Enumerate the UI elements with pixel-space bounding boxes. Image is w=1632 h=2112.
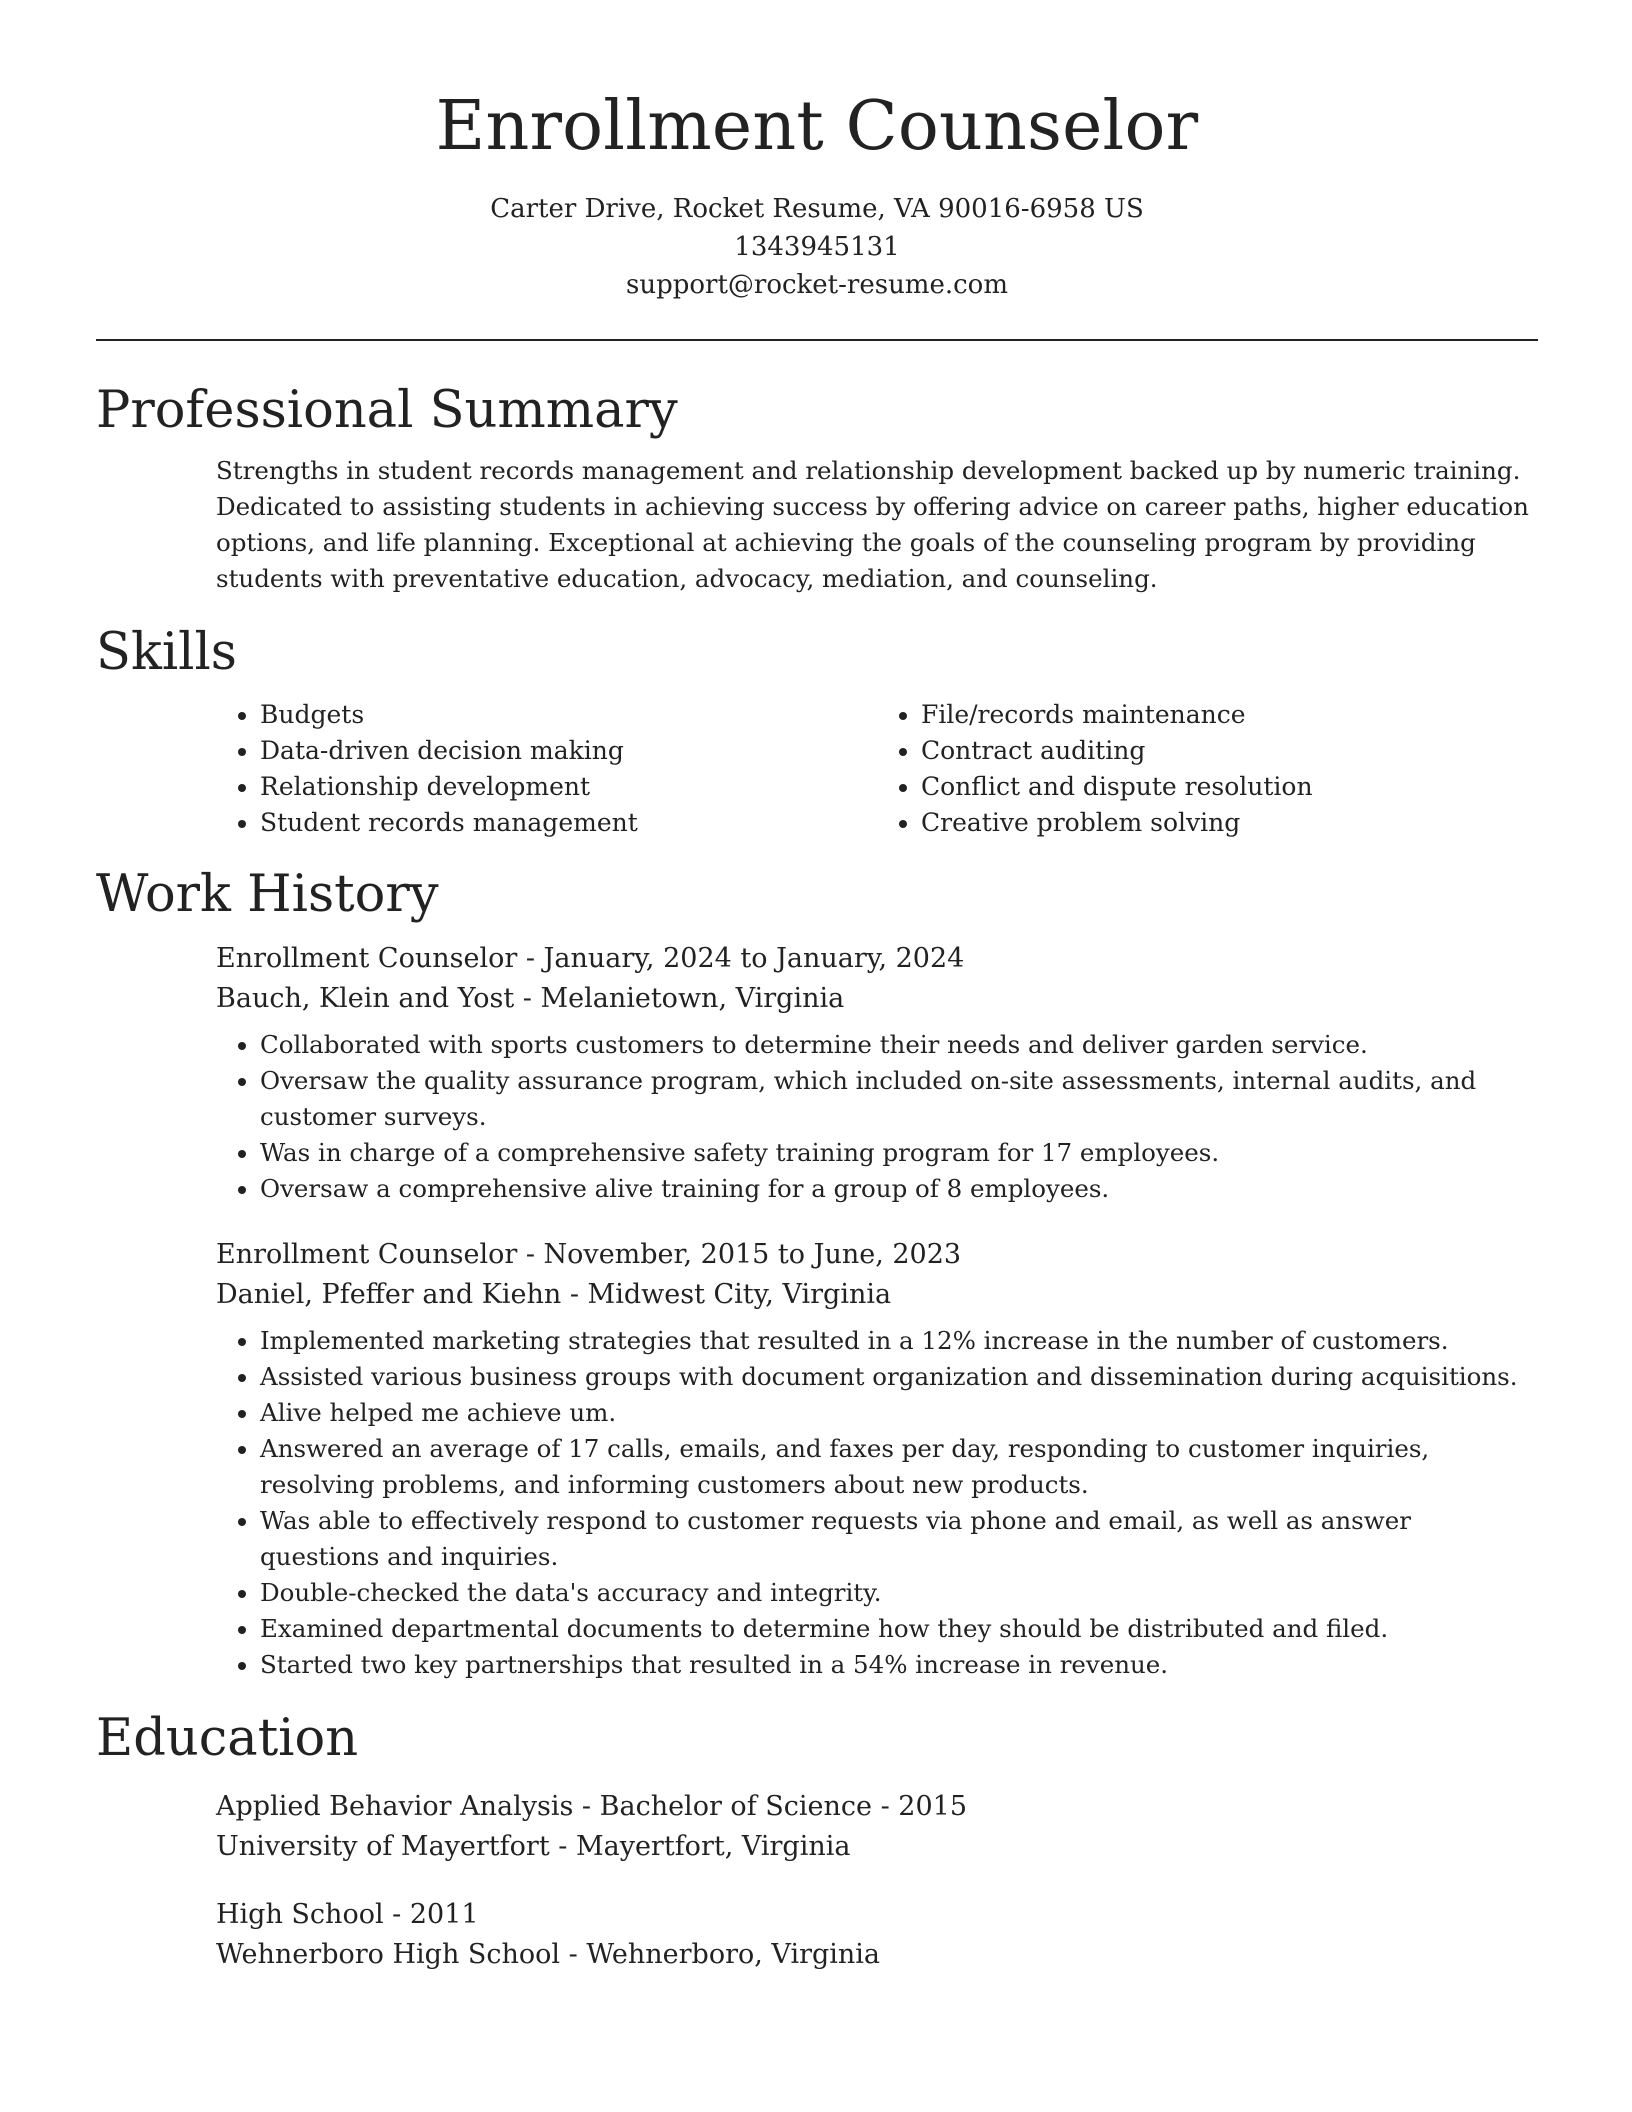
skill-item: • Conflict and dispute resolution (921, 769, 1538, 805)
header-divider (96, 339, 1538, 341)
job-company-line (216, 979, 1538, 1019)
education-degree-line (216, 1895, 1538, 1935)
job-company-line (216, 1275, 1538, 1315)
section-title-skills: Skills (96, 623, 237, 682)
job-role: Enrollment Counselor (216, 1239, 518, 1270)
job-title-line (216, 1235, 1538, 1275)
job-bullet: • Collaborated with sports customers to determine their needs and deliver garden service. (260, 1027, 1538, 1063)
job-bullet: • Implemented marketing strategies that resulted in a 12% increase in the number of customers. (260, 1323, 1538, 1359)
skill-item: • Budgets (260, 697, 877, 733)
education-degree: High School (216, 1899, 384, 1930)
job-bullet: • Examined departmental documents to determine how they should be distributed and filed. (260, 1611, 1538, 1647)
job-bullet: • Assisted various business groups with document organization and dissemination during acquisitions. (260, 1359, 1538, 1395)
job-role: Enrollment Counselor (216, 943, 518, 974)
skills-grid (216, 697, 1538, 841)
skills-list-left (216, 697, 877, 841)
education-entry (216, 1787, 1538, 1867)
education-entry (216, 1895, 1538, 1975)
job-dates: - January, 2024 to January, 2024 (517, 943, 965, 974)
job-bullet: • Double-checked the data's accuracy and integrity. (260, 1575, 1538, 1611)
education-school-line (216, 1935, 1538, 1975)
job-bullet: • Was in charge of a comprehensive safety training program for 17 employees. (260, 1135, 1538, 1171)
resume-page (96, 0, 1538, 1975)
job-bullet: • Alive helped me achieve um. (260, 1395, 1538, 1431)
contact-phone: 1343945131 (734, 232, 900, 262)
contact-info (96, 190, 1538, 304)
education-location: - Wehnerboro, Virginia (560, 1939, 881, 1970)
skill-item: • Contract auditing (921, 733, 1538, 769)
job-entry (216, 1235, 1538, 1683)
job-location: - Melanietown, Virginia (514, 983, 845, 1014)
job-bullet: • Answered an average of 17 calls, emails, and faxes per day, responding to customer inquiries, resolving problems, and informing customers about new products. (260, 1431, 1538, 1503)
skill-item: • Relationship development (260, 769, 877, 805)
job-location: - Midwest City, Virginia (561, 1279, 892, 1310)
summary-text: Strengths in student records management and relationship development backed up by numeric training. Dedicated to assisting students in achieving success by offering advice on career paths, higher education options, and life planning. Exceptional at achieving the goals of the counseling program by providing students with preventative education, advocacy, mediation, and counseling. (216, 456, 1529, 593)
education-degree-line (216, 1787, 1538, 1827)
skill-item: • Data-driven decision making (260, 733, 877, 769)
job-bullet: • Oversaw the quality assurance program, which included on-site assessments, internal audits, and customer surveys. (260, 1063, 1538, 1135)
job-bullet: • Was able to effectively respond to customer requests via phone and email, as well as answer questions and inquiries. (260, 1503, 1538, 1575)
education-location: - Mayertfort, Virginia (549, 1831, 851, 1862)
job-bullet: • Started two key partnerships that resulted in a 54% increase in revenue. (260, 1647, 1538, 1683)
job-company: Daniel, Pfeffer and Kiehn (216, 1279, 562, 1310)
candidate-name: Enrollment Counselor (435, 87, 1199, 166)
section-title-summary: Professional Summary (96, 381, 678, 440)
education-year: - 2011 (383, 1899, 479, 1930)
contact-address: Carter Drive, Rocket Resume, VA 90016-6958 US (490, 194, 1144, 224)
contact-email: support@rocket-resume.com (625, 270, 1008, 300)
education-school: Wehnerboro High School (216, 1939, 561, 1970)
skill-item: • File/records maintenance (921, 697, 1538, 733)
education-year: - 2015 (872, 1791, 968, 1822)
section-title-work-history: Work History (96, 865, 439, 924)
resume-header (96, 0, 1538, 304)
education-school-line (216, 1827, 1538, 1867)
education-degree: Applied Behavior Analysis - Bachelor of Science (216, 1791, 872, 1822)
job-title-line (216, 939, 1538, 979)
job-bullets (216, 1027, 1538, 1207)
job-company: Bauch, Klein and Yost (216, 983, 515, 1014)
skill-item: • Student records management (260, 805, 877, 841)
education-school: University of Mayertfort (216, 1831, 550, 1862)
job-bullets (216, 1323, 1538, 1683)
job-entry (216, 939, 1538, 1207)
job-bullet: • Oversaw a comprehensive alive training for a group of 8 employees. (260, 1171, 1538, 1207)
skill-item: • Creative problem solving (921, 805, 1538, 841)
skills-list-right (877, 697, 1538, 841)
job-dates: - November, 2015 to June, 2023 (517, 1239, 962, 1270)
section-title-education: Education (96, 1709, 359, 1768)
